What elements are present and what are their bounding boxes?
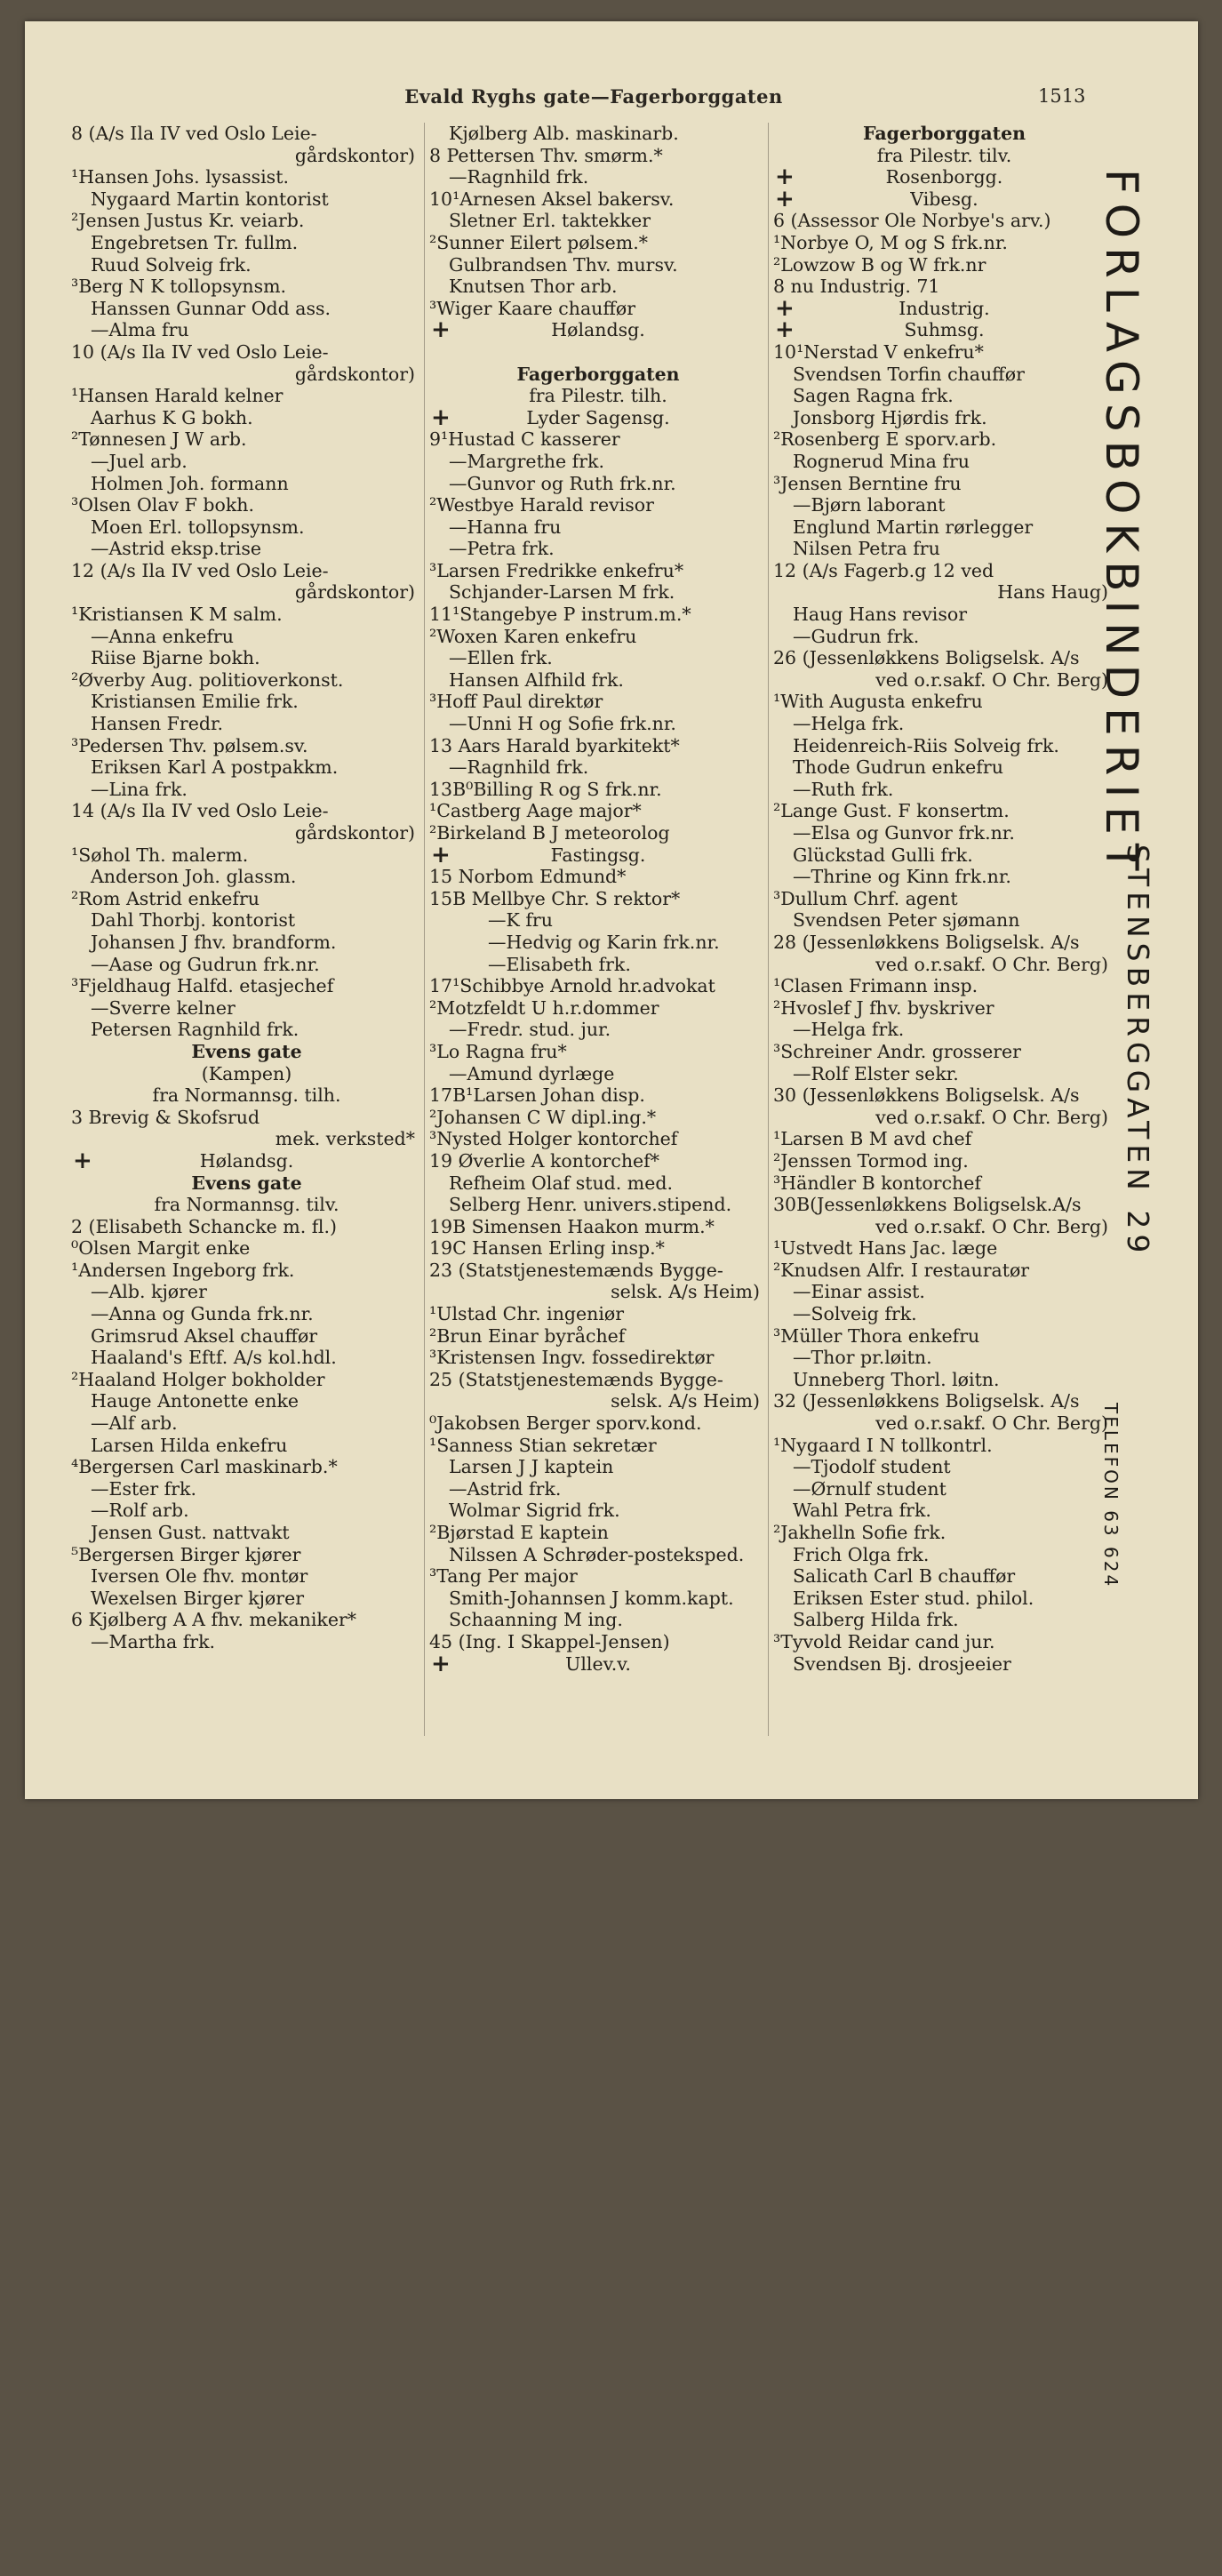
side-imprint-bindery: FORLAGSBOKBINDERIET bbox=[1096, 169, 1147, 880]
address-entry: 13 Aars Harald byarkitekt* bbox=[429, 734, 680, 756]
resident-entry: —Petra frk. bbox=[449, 538, 555, 560]
address-entry: ³Olsen Olav F bokh. bbox=[71, 494, 254, 516]
resident-entry: —Ellen frk. bbox=[449, 647, 553, 669]
resident-entry: —Lina frk. bbox=[91, 778, 188, 800]
entry-continuation: gårdskontor) bbox=[294, 363, 415, 385]
resident-entry: Holmen Joh. formann bbox=[91, 472, 289, 494]
blank-line bbox=[429, 341, 767, 364]
side-imprint-phone: TELEFON 63 624 bbox=[1100, 1403, 1122, 1589]
resident-entry: —Martha frk. bbox=[91, 1630, 216, 1652]
resident-entry: —Helga frk. bbox=[793, 713, 905, 735]
address-entry: ³Müller Thora enkefru bbox=[773, 1324, 980, 1347]
resident-entry: Haug Hans revisor bbox=[793, 604, 968, 626]
cross-street-icon: + bbox=[775, 294, 795, 322]
cross-street-name: Industrig. bbox=[899, 297, 990, 319]
street-heading: Evens gate bbox=[191, 1172, 302, 1194]
address-entry: 8 nu Industrig. 71 bbox=[773, 276, 940, 298]
column-3 bbox=[773, 123, 1115, 1675]
resident-entry: —Anna og Gunda frk.nr. bbox=[91, 1303, 314, 1325]
address-entry: ³Wiger Kaare chauffør bbox=[429, 297, 636, 319]
address-entry: ³Tang Per major bbox=[429, 1565, 578, 1588]
address-entry: ²Rom Astrid enkefru bbox=[71, 887, 260, 909]
resident-entry: —Hanna fru bbox=[449, 516, 562, 538]
resident-entry: Englund Martin rørlegger bbox=[793, 516, 1034, 538]
cross-street-name: Suhmsg. bbox=[904, 319, 985, 341]
cross-street-line bbox=[429, 1650, 767, 1677]
resident-entry: Hansen Fredr. bbox=[91, 713, 224, 735]
address-entry: ³Kristensen Ingv. fossedirektør bbox=[429, 1347, 715, 1369]
entry-continuation: gårdskontor) bbox=[294, 822, 415, 844]
resident-entry: —Anna enkefru bbox=[91, 625, 234, 647]
address-entry: 19 Øverlie A kontorchef* bbox=[429, 1149, 660, 1172]
address-entry: ²Lowzow B og W frk.nr bbox=[773, 253, 986, 276]
resident-entry: Frich Olga frk. bbox=[793, 1543, 930, 1565]
address-entry: ²Bjørstad E kaptein bbox=[429, 1522, 609, 1543]
resident-entry: Engebretsen Tr. fullm. bbox=[91, 231, 299, 253]
resident-entry: Nilssen A Schrøder-posteksped. bbox=[449, 1543, 745, 1565]
cross-street-icon: + bbox=[775, 185, 795, 212]
address-entry: ²Westbye Harald revisor bbox=[429, 494, 654, 516]
resident-entry: Hanssen Gunnar Odd ass. bbox=[91, 297, 331, 319]
address-entry: ¹Andersen Ingeborg frk. bbox=[71, 1259, 295, 1281]
column-divider bbox=[768, 123, 769, 1736]
cross-street-icon: + bbox=[775, 164, 795, 191]
address-entry: ³Lo Ragna fru* bbox=[429, 1040, 567, 1062]
cross-street-line bbox=[71, 1147, 422, 1174]
resident-entry: —Rolf Elster sekr. bbox=[793, 1062, 959, 1084]
resident-entry: —Rolf arb. bbox=[91, 1500, 189, 1522]
street-heading: Evens gate bbox=[191, 1040, 302, 1062]
side-imprint-street: STENSBERGGATEN 29 bbox=[1121, 844, 1155, 1259]
resident-entry: Gulbrandsen Thv. mursv. bbox=[449, 253, 678, 276]
entry-continuation: gårdskontor) bbox=[294, 144, 415, 166]
address-entry: ³Berg N K tollopsynsm. bbox=[71, 276, 287, 298]
entry-continuation: ved o.r.sakf. O Chr. Berg) bbox=[875, 1106, 1108, 1128]
address-entry: ¹Kristiansen K M salm. bbox=[71, 604, 283, 626]
resident-entry: Jensen Gust. nattvakt bbox=[91, 1522, 290, 1543]
address-entry: ¹Castberg Aage major* bbox=[429, 800, 642, 822]
entry-continuation: ved o.r.sakf. O Chr. Berg) bbox=[875, 668, 1108, 691]
address-entry: ¹With Augusta enkefru bbox=[773, 691, 983, 713]
resident-entry: Larsen Hilda enkefru bbox=[91, 1434, 288, 1456]
address-entry: 14 (A/s Ila IV ved Oslo Leie- bbox=[71, 800, 329, 822]
address-entry: ⁴Bergersen Carl maskinarb.* bbox=[71, 1456, 338, 1478]
cross-street-name: Vibesg. bbox=[910, 188, 978, 210]
resident-entry: Hansen Alfhild frk. bbox=[449, 668, 624, 691]
address-entry: ¹Søhol Th. malerm. bbox=[71, 844, 249, 866]
address-entry: ³Tyvold Reidar cand jur. bbox=[773, 1630, 995, 1652]
resident-entry: Thode Gudrun enkefru bbox=[793, 756, 1003, 779]
resident-entry: Ruud Solveig frk. bbox=[91, 253, 252, 276]
resident-entry: —Elsa og Gunvor frk.nr. bbox=[793, 822, 1015, 844]
cross-street-line bbox=[773, 316, 1115, 344]
address-entry: ³Händler B kontorchef bbox=[773, 1172, 981, 1194]
street-subheading: fra Pilestr. tilv. bbox=[876, 144, 1012, 166]
address-entry: ²Tønnesen J W arb. bbox=[71, 428, 247, 451]
resident-entry: —Gudrun frk. bbox=[793, 625, 920, 647]
resident-entry: —Ruth frk. bbox=[793, 778, 894, 800]
resident-entry: Eriksen Ester stud. philol. bbox=[793, 1587, 1034, 1609]
resident-entry: Wexelsen Birger kjører bbox=[91, 1587, 304, 1609]
address-entry: ³Larsen Fredrikke enkefru* bbox=[429, 559, 684, 581]
address-entry: ³Pedersen Thv. pølsem.sv. bbox=[71, 734, 308, 756]
address-entry: 32 (Jessenløkkens Boligselsk. A/s bbox=[773, 1390, 1080, 1412]
street-heading: Fagerborggaten bbox=[516, 363, 680, 385]
address-entry: ²Øverby Aug. politioverkonst. bbox=[71, 668, 344, 691]
resident-entry: —Elisabeth frk. bbox=[488, 953, 631, 975]
address-entry: 8 Pettersen Thv. smørm.* bbox=[429, 144, 663, 166]
address-entry: ⁵Bergersen Birger kjører bbox=[71, 1543, 301, 1565]
resident-entry: —Hedvig og Karin frk.nr. bbox=[488, 931, 720, 953]
address-entry: ²Motzfeldt U h.r.dommer bbox=[429, 996, 659, 1019]
cross-street-icon: + bbox=[775, 316, 795, 344]
resident-entry: —Helga frk. bbox=[793, 1019, 905, 1041]
address-entry: 11¹Stangebye P instrum.m.* bbox=[429, 604, 691, 626]
address-entry: ¹Ulstad Chr. ingeniør bbox=[429, 1303, 625, 1325]
resident-entry: —Thrine og Kinn frk.nr. bbox=[793, 866, 1011, 888]
resident-entry: Nilsen Petra fru bbox=[793, 538, 940, 560]
address-entry: ¹Hansen Harald kelner bbox=[71, 385, 284, 407]
resident-entry: Wahl Petra frk. bbox=[793, 1500, 931, 1522]
cross-street-line bbox=[429, 404, 767, 431]
cross-street-line bbox=[773, 164, 1115, 191]
resident-entry: —Thor pr.løitn. bbox=[793, 1347, 932, 1369]
entry-continuation: ved o.r.sakf. O Chr. Berg) bbox=[875, 953, 1108, 975]
column-divider bbox=[424, 123, 425, 1736]
address-entry: ²Johansen C W dipl.ing.* bbox=[429, 1106, 657, 1128]
resident-entry: —Alb. kjører bbox=[91, 1281, 207, 1303]
address-entry: ²Haaland Holger bokholder bbox=[71, 1368, 325, 1390]
address-entry: ²Jensen Justus Kr. veiarb. bbox=[71, 210, 305, 232]
resident-entry: —Tjodolf student bbox=[793, 1456, 951, 1478]
cross-street-line bbox=[773, 185, 1115, 212]
entry-continuation: ved o.r.sakf. O Chr. Berg) bbox=[875, 1215, 1108, 1237]
resident-entry: Riise Bjarne bokh. bbox=[91, 647, 260, 669]
resident-entry: —Margrethe frk. bbox=[449, 450, 604, 472]
address-entry: ²Jenssen Tormod ing. bbox=[773, 1149, 969, 1172]
address-entry: 28 (Jessenløkkens Boligselsk. A/s bbox=[773, 931, 1080, 953]
address-entry: 15 Norbom Edmund* bbox=[429, 866, 627, 888]
cross-street-name: Ullev.v. bbox=[565, 1652, 631, 1675]
resident-entry: —Bjørn laborant bbox=[793, 494, 946, 516]
resident-entry: —Solveig frk. bbox=[793, 1303, 917, 1325]
resident-entry: —Sverre kelner bbox=[91, 996, 236, 1019]
resident-entry: —Aase og Gudrun frk.nr. bbox=[91, 953, 320, 975]
address-entry: ²Hvoslef J fhv. byskriver bbox=[773, 996, 994, 1019]
address-entry: ²Woxen Karen enkefru bbox=[429, 625, 637, 647]
resident-entry: Schaanning M ing. bbox=[449, 1609, 623, 1631]
address-entry: 10¹Nerstad V enkefru* bbox=[773, 340, 984, 363]
entry-continuation: ved o.r.sakf. O Chr. Berg) bbox=[875, 1412, 1108, 1435]
resident-entry: Moen Erl. tollopsynsm. bbox=[91, 516, 305, 538]
cross-street-icon: + bbox=[431, 1650, 451, 1677]
address-entry: ³Dullum Chrf. agent bbox=[773, 887, 958, 909]
cross-street-line bbox=[429, 841, 767, 868]
cross-street-icon: + bbox=[431, 316, 451, 344]
resident-entry: Smith-Johannsen J komm.kapt. bbox=[449, 1587, 734, 1609]
address-entry: ¹Nygaard I N tollkontrl. bbox=[773, 1434, 993, 1456]
address-entry: 17B¹Larsen Johan disp. bbox=[429, 1084, 645, 1107]
address-entry: 19B Simensen Haakon murm.* bbox=[429, 1215, 715, 1237]
resident-entry: Rognerud Mina fru bbox=[793, 450, 970, 472]
cross-street-name: Hølandsg. bbox=[551, 319, 645, 341]
address-entry: 19C Hansen Erling insp.* bbox=[429, 1237, 665, 1260]
address-entry: ¹Larsen B M avd chef bbox=[773, 1128, 972, 1150]
entry-continuation: mek. verksted* bbox=[275, 1128, 415, 1150]
resident-entry: Knutsen Thor arb. bbox=[449, 276, 618, 298]
resident-entry: Unneberg Thorl. løitn. bbox=[793, 1368, 1000, 1390]
column-1 bbox=[71, 123, 422, 1653]
address-entry: ¹Ustvedt Hans Jac. læge bbox=[773, 1237, 998, 1260]
entry-continuation: gårdskontor) bbox=[294, 581, 415, 604]
resident-entry: Heidenreich-Riis Solveig frk. bbox=[793, 734, 1059, 756]
address-entry: 3 Brevig & Skofsrud bbox=[71, 1106, 260, 1128]
cross-street-line bbox=[429, 316, 767, 344]
resident-entry: Jonsborg Hjørdis frk. bbox=[793, 406, 987, 428]
resident-entry: Kristiansen Emilie frk. bbox=[91, 691, 299, 713]
resident-entry: Salberg Hilda frk. bbox=[793, 1609, 959, 1631]
resident-entry: —K fru bbox=[488, 909, 553, 932]
entry-continuation: selsk. A/s Heim) bbox=[611, 1281, 760, 1303]
resident-entry: Larsen J J kaptein bbox=[449, 1456, 614, 1478]
resident-entry: —Unni H og Sofie frk.nr. bbox=[449, 713, 676, 735]
resident-entry: Johansen J fhv. brandform. bbox=[91, 931, 337, 953]
resident-entry: Wolmar Sigrid frk. bbox=[449, 1500, 620, 1522]
resident-entry: Salicath Carl B chauffør bbox=[793, 1565, 1016, 1588]
resident-entry: Iversen Ole fhv. montør bbox=[91, 1565, 308, 1588]
address-entry: ²Sunner Eilert pølsem.* bbox=[429, 231, 648, 253]
cross-street-name: Lyder Sagensg. bbox=[526, 406, 670, 428]
address-entry: 12 (A/s Fagerb.g 12 ved bbox=[773, 559, 994, 581]
cross-street-line bbox=[773, 294, 1115, 322]
street-subheading: fra Normannsg. tilv. bbox=[154, 1194, 339, 1216]
address-entry: 6 (Assessor Ole Norbye's arv.) bbox=[773, 210, 1051, 232]
street-subheading: fra Pilestr. tilh. bbox=[529, 385, 667, 407]
resident-entry: Selberg Henr. univers.stipend. bbox=[449, 1194, 732, 1216]
resident-entry: —Ragnhild frk. bbox=[449, 756, 589, 779]
resident-entry: Hauge Antonette enke bbox=[91, 1390, 300, 1412]
address-entry: ¹Clasen Frimann insp. bbox=[773, 975, 978, 997]
address-entry: 23 (Statstjenestemænds Bygge- bbox=[429, 1259, 723, 1281]
cross-street-name: Rosenborgg. bbox=[885, 166, 1003, 188]
entry-continuation: selsk. A/s Heim) bbox=[611, 1390, 760, 1412]
resident-entry: —Ester frk. bbox=[91, 1477, 196, 1500]
resident-entry: —Alma fru bbox=[91, 319, 189, 341]
cross-street-icon: + bbox=[73, 1147, 92, 1174]
resident-entry: —Astrid eksp.trise bbox=[91, 538, 262, 560]
address-entry: 45 (Ing. I Skappel-Jensen) bbox=[429, 1630, 670, 1652]
resident-entry: Aarhus K G bokh. bbox=[91, 406, 253, 428]
entry-continuation: Hans Haug) bbox=[997, 581, 1108, 604]
street-subheading: fra Normannsg. tilh. bbox=[152, 1084, 341, 1107]
resident-entry: —Juel arb. bbox=[91, 450, 188, 472]
page-number: 1513 bbox=[1038, 85, 1086, 107]
cross-street-name: Hølandsg. bbox=[199, 1149, 294, 1172]
resident-entry: Sagen Ragna frk. bbox=[793, 385, 954, 407]
address-entry: ²Brun Einar byråchef bbox=[429, 1324, 626, 1347]
address-entry: ²Rosenberg E sporv.arb. bbox=[773, 428, 997, 451]
cross-street-icon: + bbox=[431, 404, 451, 431]
address-entry: 2 (Elisabeth Schancke m. fl.) bbox=[71, 1215, 337, 1237]
resident-entry: —Astrid frk. bbox=[449, 1477, 562, 1500]
page-header-title: Evald Ryghs gate—Fagerborggaten bbox=[404, 85, 783, 108]
column-2 bbox=[429, 123, 767, 1675]
resident-entry: Grimsrud Aksel chauffør bbox=[91, 1324, 318, 1347]
address-entry: ¹Norbye O, M og S frk.nr. bbox=[773, 231, 1008, 253]
address-entry: ²Jakhelln Sofie frk. bbox=[773, 1522, 946, 1543]
address-entry: ³Fjeldhaug Halfd. etasjechef bbox=[71, 975, 334, 997]
address-entry: 26 (Jessenløkkens Boligselsk. A/s bbox=[773, 647, 1080, 669]
street-heading: Fagerborggaten bbox=[862, 123, 1026, 144]
resident-entry: Petersen Ragnhild frk. bbox=[91, 1019, 300, 1041]
address-entry: 30 (Jessenløkkens Boligselsk. A/s bbox=[773, 1084, 1080, 1107]
resident-entry: —Ørnulf student bbox=[793, 1477, 946, 1500]
address-entry: 8 (A/s Ila IV ved Oslo Leie- bbox=[71, 123, 317, 144]
resident-entry: Anderson Joh. glassm. bbox=[91, 866, 297, 888]
address-entry: ³Schreiner Andr. grosserer bbox=[773, 1040, 1021, 1062]
address-entry: ²Birkeland B J meteorolog bbox=[429, 822, 670, 844]
resident-entry: Refheim Olaf stud. med. bbox=[449, 1172, 674, 1194]
address-entry: ²Knudsen Alfr. I restauratør bbox=[773, 1259, 1030, 1281]
address-entry: ⁰Jakobsen Berger sporv.kond. bbox=[429, 1412, 702, 1435]
resident-entry: Schjander-Larsen M frk. bbox=[449, 581, 675, 604]
address-entry: 25 (Statstjenestemænds Bygge- bbox=[429, 1368, 723, 1390]
resident-entry: Sletner Erl. taktekker bbox=[449, 210, 651, 232]
directory-page bbox=[25, 21, 1198, 1799]
resident-entry: Nygaard Martin kontorist bbox=[91, 188, 329, 210]
address-entry: 12 (A/s Ila IV ved Oslo Leie- bbox=[71, 559, 329, 581]
address-entry: ³Hoff Paul direktør bbox=[429, 691, 603, 713]
resident-entry: Haaland's Eftf. A/s kol.hdl. bbox=[91, 1347, 337, 1369]
address-entry: 6 Kjølberg A A fhv. mekaniker* bbox=[71, 1609, 357, 1631]
address-entry: 10 (A/s Ila IV ved Oslo Leie- bbox=[71, 340, 329, 363]
resident-entry: Kjølberg Alb. maskinarb. bbox=[449, 123, 679, 144]
address-entry: ¹Sanness Stian sekretær bbox=[429, 1434, 657, 1456]
address-entry: ⁰Olsen Margit enke bbox=[71, 1237, 251, 1260]
address-entry: ²Lange Gust. F konsertm. bbox=[773, 800, 1010, 822]
address-entry: 30B(Jessenløkkens Boligselsk.A/s bbox=[773, 1194, 1082, 1216]
resident-entry: —Fredr. stud. jur. bbox=[449, 1019, 611, 1041]
cross-street-icon: + bbox=[431, 841, 451, 868]
address-entry: 9¹Hustad C kasserer bbox=[429, 428, 620, 451]
address-entry: ³Nysted Holger kontorchef bbox=[429, 1128, 678, 1150]
resident-entry: Dahl Thorbj. kontorist bbox=[91, 909, 296, 932]
street-subheading: (Kampen) bbox=[201, 1062, 292, 1084]
resident-entry: Glückstad Gulli frk. bbox=[793, 844, 973, 866]
resident-entry: Svendsen Peter sjømann bbox=[793, 909, 1020, 932]
resident-entry: —Amund dyrlæge bbox=[449, 1062, 615, 1084]
resident-entry: Svendsen Bj. drosjeeier bbox=[793, 1652, 1011, 1675]
resident-entry: —Ragnhild frk. bbox=[449, 166, 589, 188]
address-entry: 10¹Arnesen Aksel bakersv. bbox=[429, 188, 675, 210]
resident-entry: —Alf arb. bbox=[91, 1412, 178, 1435]
address-entry: 13B⁰Billing R og S frk.nr. bbox=[429, 778, 662, 800]
address-entry: ¹Hansen Johs. lysassist. bbox=[71, 166, 289, 188]
address-entry: 15B Mellbye Chr. S rektor* bbox=[429, 887, 681, 909]
resident-entry: Eriksen Karl A postpakkm. bbox=[91, 756, 339, 779]
cross-street-name: Fastingsg. bbox=[550, 844, 646, 866]
address-entry: ³Jensen Berntine fru bbox=[773, 472, 962, 494]
resident-entry: —Gunvor og Ruth frk.nr. bbox=[449, 472, 676, 494]
resident-entry: —Einar assist. bbox=[793, 1281, 925, 1303]
resident-entry: Svendsen Torfin chauffør bbox=[793, 363, 1025, 385]
address-entry: 17¹Schibbye Arnold hr.advokat bbox=[429, 975, 715, 997]
